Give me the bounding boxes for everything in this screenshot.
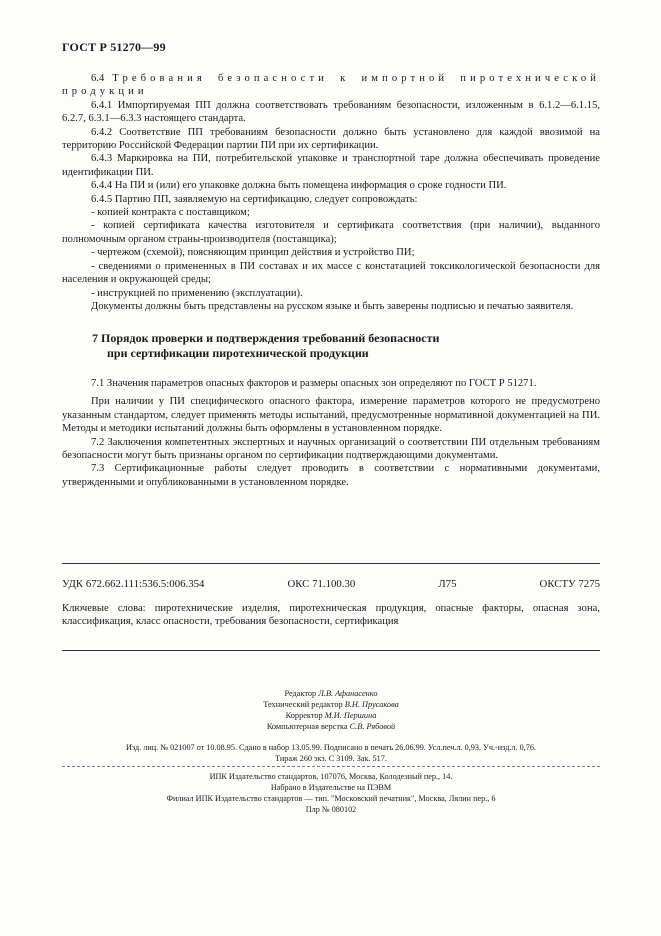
credits-block	[62, 688, 600, 732]
classification-row	[62, 578, 600, 590]
list-item: - копией сертификата качества изготовителя и сертификата соответствия (при наличии), выданного полномочным органом страны-производителя (поставщика);	[62, 220, 600, 245]
group-code: Л75	[438, 578, 457, 590]
publishing-info	[62, 742, 600, 764]
publishing-line-2: Тираж 260 экз. С 3109. Зак. 517.	[275, 754, 387, 763]
paragraph-closing: Документы должны быть представлены на русском языке и быть заверены подписью и печатью заявителя.	[91, 300, 574, 312]
list-item: - сведениями о примененных в ПИ составах и их массе с констатацией токсикологической безопасности для населения и окружающей среды;	[62, 260, 600, 286]
divider-top	[62, 563, 600, 564]
printing-info	[62, 771, 600, 815]
credit-role: Компьютерная верстка	[266, 722, 348, 731]
credit-name: М.И. Першина	[324, 711, 377, 720]
list-item: - чертежом (схемой), поясняющим принцип действия и устройство ПИ;	[91, 247, 415, 259]
credit-role: Технический редактор	[263, 700, 343, 709]
printing-line-4: Плр № 080102	[305, 805, 357, 814]
paragraph-6-4-1: 6.4.1 Импортируемая ПП должна соответствовать требованиям безопасности, изложенным в 6.1.2—6.1.15, 6.2.7, 6.3.1—6.3.3 настоящего стандарта.	[62, 99, 600, 125]
keywords: Ключевые слова: пиротехнические изделия, пиротехническая продукция, опасные факторы, опасная зона, классификация, класс опасности, требования безопасности, сертификация	[62, 603, 600, 628]
credit-name: Л.В. Афанасенко	[318, 689, 378, 698]
credit-role: Редактор	[284, 689, 317, 698]
paragraph-7-2: 7.2 Заключения компетентных экспертных и научных организаций о соответствии ПИ отдельным требованиям безопасности могут быть признаны органом по сертификации подтверждающими документами.	[62, 436, 600, 462]
dashed-divider	[62, 766, 600, 767]
publishing-line-1: Изд. лиц. № 021007 от 10.08.95. Сдано в набор 13.05.99. Подписано в печать 26.06.99. Усл.печ.л. 0,93. Уч.-изд.л. 0,76.	[126, 743, 536, 752]
section-6-4	[62, 72, 600, 313]
credit-role: Корректор	[285, 711, 323, 720]
credit-name: С.В. Рябовой	[349, 722, 396, 731]
credit-line	[62, 721, 600, 732]
section-6-4-title: Требования безопасности к импортной пиротехнической продукции	[62, 73, 600, 98]
paragraph-7-1: 7.1 Значения параметров опасных факторов и размеры опасных зон определяют по ГОСТ Р 51271.	[91, 378, 537, 389]
list-item: - копией контракта с поставщиком;	[91, 207, 250, 219]
udk-code: УДК 672.662.111:536.5:006.354	[62, 578, 205, 590]
okstu-code: ОКСТУ 7275	[539, 578, 600, 590]
section-7-title	[92, 331, 592, 361]
paragraph-6-4-2: 6.4.2 Соответствие ПП требованиям безопасности должно быть установлено для каждой ввозимой на территорию Российской Федерации партии ПИ при их сертификации.	[62, 126, 600, 152]
document-code-header: ГОСТ Р 51270—99	[62, 40, 166, 54]
section-7-title-line2: при сертификации пиротехнической продукции	[107, 346, 369, 360]
credit-line	[62, 699, 600, 710]
list-item: - инструкцией по применению (эксплуатации).	[91, 287, 303, 299]
credit-line	[62, 710, 600, 721]
divider-bottom	[62, 650, 600, 651]
paragraph-7-3: 7.3 Сертификационные работы следует проводить в соответствии с нормативными документами, утвержденными и опубликованными в установленном порядке.	[62, 463, 600, 488]
section-7-title-line1: 7 Порядок проверки и подтверждения требований безопасности	[92, 331, 440, 345]
printing-line-2: Набрано в Издательстве на ПЭВМ	[270, 783, 392, 792]
credit-line	[62, 688, 600, 699]
section-6-4-heading	[62, 72, 600, 99]
printing-line-1: ИПК Издательство стандартов, 107076, Москва, Колодезный пер., 14.	[209, 772, 453, 781]
credit-name: В.Н. Прусакова	[344, 700, 399, 709]
paragraph-6-4-3: 6.4.3 Маркировка на ПИ, потребительской упаковке и транспортной таре должна обеспечивать проведение идентификации ПИ.	[62, 153, 600, 178]
paragraph-6-4-5: 6.4.5 Партию ПП, заявляемую на сертификацию, следует сопровождать:	[91, 193, 418, 205]
paragraph-7-1-note: При наличии у ПИ специфического опасного фактора, измерение параметров которого не предусмотрено указанным стандартом, следует применять методы испытаний, предусмотренные нормативной документацией на ПИ. Методы и методики испытаний должны быть оформлены в установленном порядке.	[62, 396, 600, 435]
paragraph-6-4-4: 6.4.4 На ПИ и (или) его упаковке должна быть помещена информация о сроке годности ПИ.	[91, 180, 507, 192]
section-6-4-number: 6.4	[91, 73, 105, 84]
section-7-body	[62, 377, 600, 489]
printing-line-3: Филиал ИПК Издательство стандартов — тип. "Московский печатник", Москва, Лялин пер., 6	[166, 794, 496, 803]
oks-code: ОКС 71.100.30	[287, 578, 356, 590]
